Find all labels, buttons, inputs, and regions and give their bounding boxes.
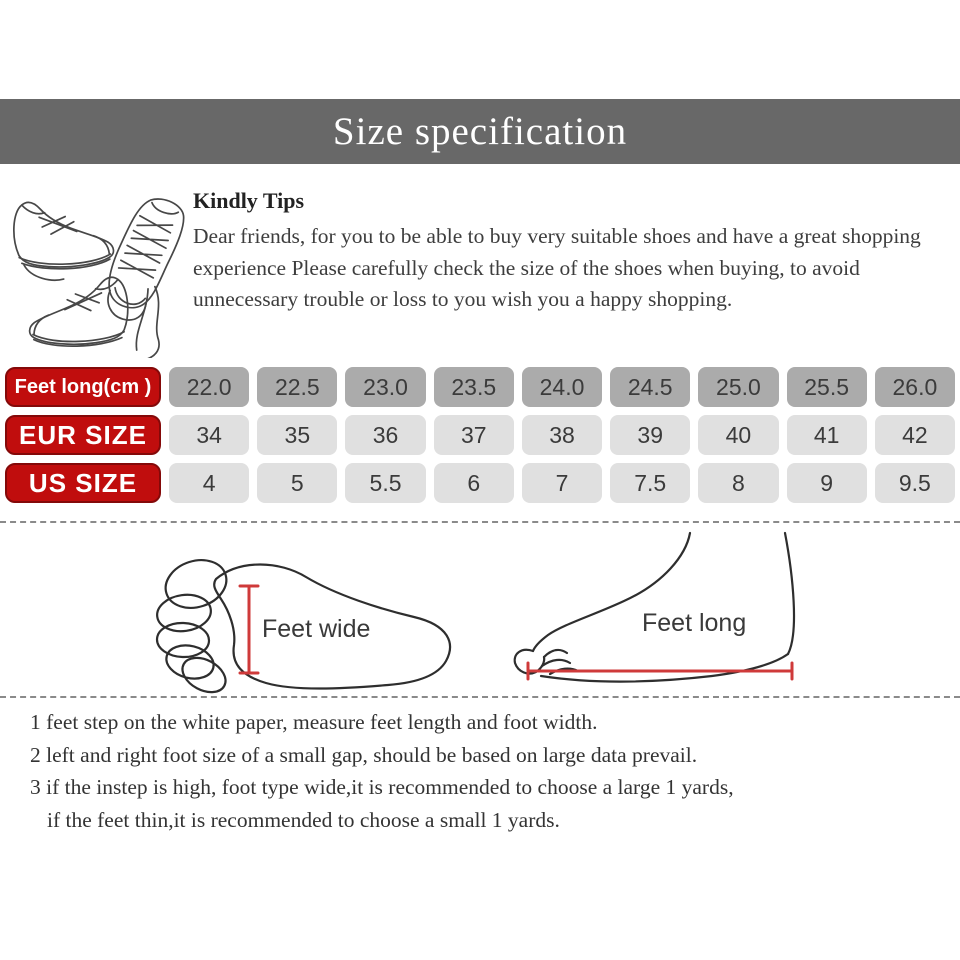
size-cell: 34 (169, 415, 249, 455)
size-row-label: EUR SIZE (5, 415, 161, 455)
instruction-line: 1 feet step on the white paper, measure feet length and foot width. (30, 710, 598, 734)
feet-wide-label: Feet wide (262, 615, 371, 643)
measure-instructions (30, 706, 945, 836)
page-title: Size specification (332, 110, 628, 153)
instruction-line: if the feet thin,it is recommended to choose a small 1 yards. (47, 807, 560, 832)
size-cell: 9.5 (875, 463, 955, 503)
size-cell: 40 (698, 415, 778, 455)
title-band (0, 99, 960, 164)
size-cell: 5 (257, 463, 337, 503)
kindly-tips-heading: Kindly Tips (193, 188, 305, 213)
size-cell: 8 (698, 463, 778, 503)
size-cell: 37 (434, 415, 514, 455)
size-cell: 25.5 (787, 367, 867, 407)
size-cell: 25.0 (698, 367, 778, 407)
feet-long-label: Feet long (642, 609, 747, 637)
size-cell: 9 (787, 463, 867, 503)
size-cell: 42 (875, 415, 955, 455)
divider-dashed-top (0, 521, 960, 523)
size-cell: 6 (434, 463, 514, 503)
size-cell: 7.5 (610, 463, 690, 503)
feet-wide-measure-line (240, 586, 258, 673)
size-cell: 7 (522, 463, 602, 503)
kindly-tips-section (193, 188, 935, 316)
size-cell: 22.5 (257, 367, 337, 407)
size-cell: 4 (169, 463, 249, 503)
size-cell: 22.0 (169, 367, 249, 407)
size-row-label: US SIZE (5, 463, 161, 503)
size-cell: 36 (345, 415, 425, 455)
sneakers-sketch-icon (5, 183, 195, 358)
size-cell: 39 (610, 415, 690, 455)
foot-measure-diagram (0, 525, 960, 697)
instruction-line: 2 left and right foot size of a small gap, should be based on large data prevail. (30, 742, 698, 767)
size-cell: 5.5 (345, 463, 425, 503)
size-cell: 23.0 (345, 367, 425, 407)
size-cell: 26.0 (875, 367, 955, 407)
size-table (5, 367, 955, 503)
size-cell: 24.5 (610, 367, 690, 407)
size-cell: 24.0 (522, 367, 602, 407)
size-cell: 23.5 (434, 367, 514, 407)
instruction-line: 3 if the instep is high, foot type wide,it is recommended to choose a large 1 yards, (30, 775, 734, 800)
size-cell: 35 (257, 415, 337, 455)
feet-long-measure-line (528, 663, 792, 679)
size-cell: 38 (522, 415, 602, 455)
size-cell: 41 (787, 415, 867, 455)
size-row-label: Feet long(cm ) (5, 367, 161, 407)
foot-profile-outline-icon (515, 533, 794, 682)
kindly-tips-body: Dear friends, for you to be able to buy very suitable shoes and have a great shopping experience Please carefully check the size of the shoes when buying, to avoid unnecessary trouble or loss to you wish you a happy shopping. (193, 224, 921, 311)
